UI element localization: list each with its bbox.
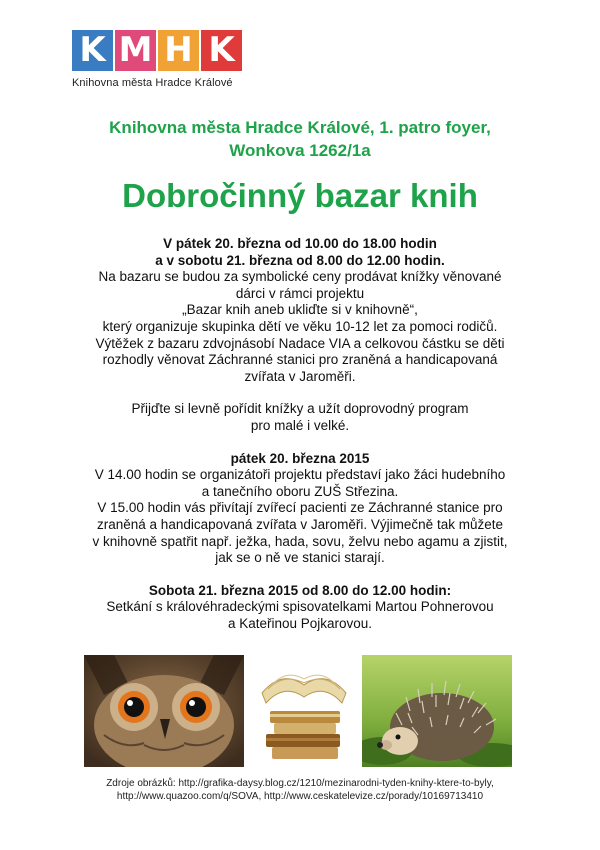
saturday-line: a Kateřinou Pojkarovou. (227, 615, 373, 631)
invite-line: Přijďte si levně pořídit knížky a užít doprovodný program (131, 401, 469, 417)
books-image (256, 655, 352, 767)
intro-line: Výtěžek z bazaru zdvojnásobí Nadace VIA a celkovou částku se děti (95, 335, 505, 351)
logo-letter-m: M (115, 30, 156, 71)
spacer (0, 385, 600, 401)
dates-line-1: V pátek 20. března od 10.00 do 18.00 hodin (163, 236, 437, 251)
spacer (0, 435, 600, 451)
intro-line: který organizuje skupinka dětí ve věku 10-12 let za pomoci rodičů. (102, 318, 498, 334)
friday-line: V 15.00 hodin vás přivítají zvířecí pacienti ze Záchranné stanice pro (97, 500, 503, 516)
intro-line: Na bazaru se budou za symbolické ceny prodávat knížky věnované (98, 269, 502, 285)
library-logo (72, 30, 244, 89)
illustration-row (0, 655, 600, 767)
logo-subtitle: Knihovna města Hradce Králové (72, 77, 233, 89)
invite-line: pro malé i velké. (250, 417, 350, 433)
credits-line-2: http://www.quazoo.com/q/SOVA, http://www.ceskatelevize.cz/porady/10169713410 (116, 791, 484, 802)
saturday-heading: Sobota 21. března 2015 od 8.00 do 12.00 hodin: (148, 582, 452, 598)
venue-line-1: Knihovna města Hradce Králové, 1. patro foyer, (109, 118, 491, 137)
saturday-line: Setkání s královéhradeckými spisovatelkami Martou Pohnerovou (106, 599, 494, 615)
credits-line-1: Zdroje obrázků: http://grafika-daysy.blog.cz/1210/mezinarodni-tyden-knihy-ktere-to-byly, (106, 778, 494, 789)
spacer (0, 567, 600, 583)
friday-line: zraněná a handicapovaná zvířata v Jaroměři. Výjimečně tak můžete (97, 516, 503, 532)
dates-line-2: a v sobotu 21. března od 8.00 do 12.00 hodin. (155, 252, 445, 268)
logo-letter-k2: K (201, 30, 242, 71)
intro-line: rozhodly věnovat Záchranné stanici pro zraněná a handicapovaná (102, 352, 498, 368)
friday-line: jak se o ně ve stanici starají. (215, 550, 385, 566)
intro-line: zvířata v Jaroměři. (244, 368, 356, 384)
logo-letter-k: K (72, 30, 113, 71)
event-description (0, 236, 600, 632)
logo-letter-blocks (72, 30, 244, 71)
image-credits (0, 777, 600, 803)
friday-line: a tanečního oboru ZUŠ Střezina. (201, 483, 399, 499)
owl-image (84, 655, 244, 767)
hedgehog-image (362, 655, 512, 767)
venue-line-2: Wonkova 1262/1a (229, 141, 371, 160)
friday-line: v knihovně spatřit např. ježka, hada, sovu, želvu nebo agamu a zjistit, (92, 533, 508, 549)
friday-line: V 14.00 hodin se organizátoři projektu představí jako žáci hudebního (94, 467, 506, 483)
intro-line: „Bazar knih aneb ukliďte si v knihovně“, (182, 302, 418, 318)
page-title: Dobročinný bazar knih (122, 177, 478, 214)
logo-letter-h: H (158, 30, 199, 71)
venue-heading (0, 116, 600, 162)
friday-heading: pátek 20. března 2015 (230, 450, 370, 466)
intro-line: dárci v rámci projektu (235, 285, 365, 301)
